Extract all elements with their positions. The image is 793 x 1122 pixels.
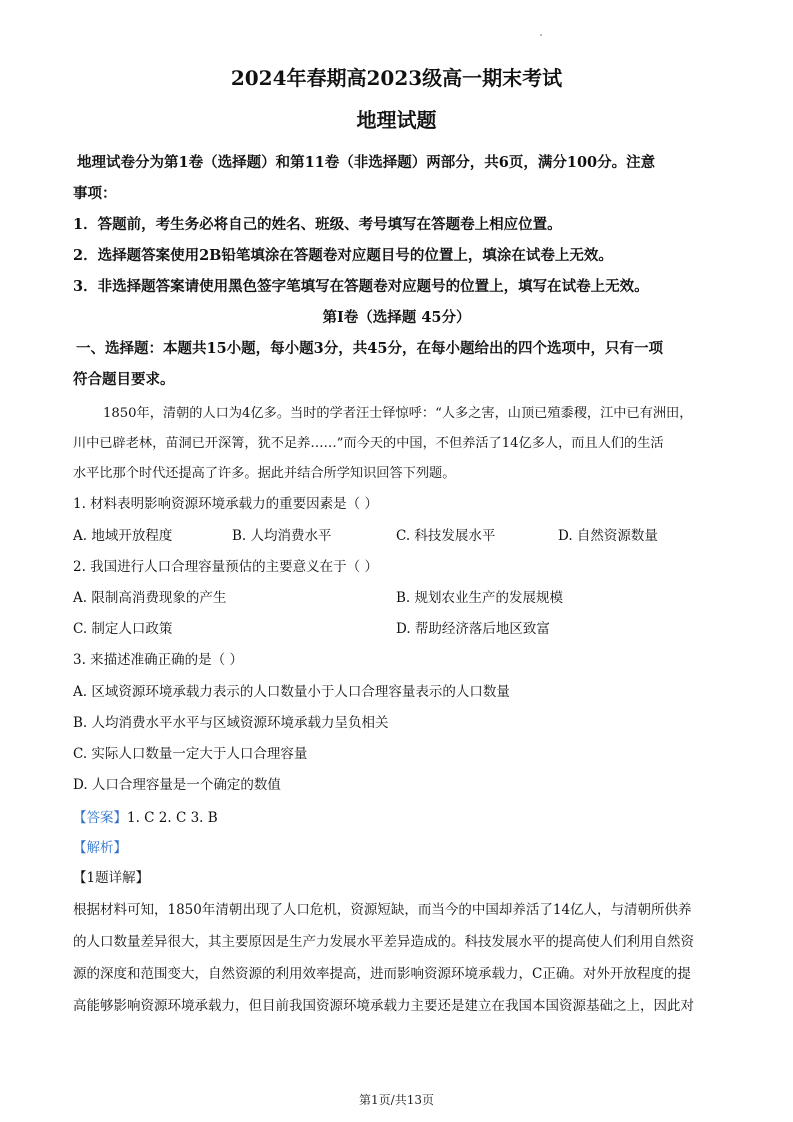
intro-line-1: 地理试卷分为第1卷（选择题）和第11卷（非选择题）两部分，共6页，满分100分。注意 bbox=[77, 154, 656, 171]
analysis-line-4: 高能够影响资源环境承载力，但目前我国资源环境承载力主要还是建立在我国本国资源基础之上，因此对 bbox=[73, 998, 694, 1014]
question-2-stem: 2. 我国进行人口合理容量预估的主要意义在于（ ） bbox=[73, 559, 378, 575]
note-2: 2．选择题答案使用2B铅笔填涂在答题卷对应题目号的位置上，填涂在试卷上无效。 bbox=[73, 247, 613, 264]
material-line-3: 水平比那个时代还提高了许多。据此并结合所学知识回答下列题。 bbox=[73, 466, 456, 481]
question-3-stem: 3. 来描述准确正确的是（ ） bbox=[73, 652, 243, 668]
analysis-line-1: 根据材料可知，1850年清朝出现了人口危机，资源短缺，而当今的中国却养活了14亿人，与清朝所供养 bbox=[73, 902, 692, 918]
analysis-line-2: 的人口数量差异很大，其主要原因是生产力发展水平差异造成的。科技发展水平的提高使人们利用自然资 bbox=[73, 934, 694, 950]
analysis-detail-tag: 【1题详解】 bbox=[73, 870, 150, 886]
analysis-line-3: 源的深度和范围变大，自然资源的利用效率提高，进而影响资源环境承载力，C正确。对外开放程度的提 bbox=[73, 966, 691, 982]
q2-option-a: A. 限制高消费现象的产生 bbox=[73, 590, 227, 606]
q2-option-d: D. 帮助经济落后地区致富 bbox=[396, 621, 550, 637]
q1-option-b: B. 人均消费水平 bbox=[232, 528, 332, 544]
section-heading-line-1: 一、选择题：本题共15小题，每小题3分，共45分，在每小题给出的四个选项中，只有一项 bbox=[76, 340, 663, 357]
answer-tag: 【答案】 bbox=[73, 810, 127, 826]
analysis-tag: 【解析】 bbox=[73, 840, 127, 856]
q3-option-c: C. 实际人口数量一定大于人口合理容量 bbox=[73, 746, 308, 762]
material-line-1: 1850年，清朝的人口为4亿多。当时的学者汪士铎惊呼：“人多之害，山顶已殖黍稷，江中已有洲田， bbox=[103, 406, 693, 421]
subject-title: 地理试题 bbox=[356, 108, 437, 132]
page-number: 第1页/共13页 bbox=[359, 1093, 434, 1107]
q1-option-c: C. 科技发展水平 bbox=[396, 528, 496, 544]
section-heading-line-2: 符合题目要求。 bbox=[73, 371, 175, 388]
answer-line bbox=[73, 806, 218, 826]
q2-option-c: C. 制定人口政策 bbox=[73, 621, 173, 637]
q1-option-a: A. 地域开放程度 bbox=[73, 528, 173, 544]
question-1-stem: 1. 材料表明影响资源环境承载力的重要因素是（ ） bbox=[73, 496, 378, 512]
intro-line-2: 事项： bbox=[73, 185, 117, 202]
note-1: 1．答题前，考生务必将自己的姓名、班级、考号填写在答题卷上相应位置。 bbox=[73, 216, 562, 233]
q1-option-d: D. 自然资源数量 bbox=[558, 528, 658, 544]
q3-option-b: B. 人均消费水平水平与区域资源环境承载力呈负相关 bbox=[73, 715, 389, 731]
q3-option-a: A. 区域资源环境承载力表示的人口数量小于人口合理容量表示的人口数量 bbox=[73, 684, 510, 700]
exam-title: 2024年春期高2023级高一期末考试 bbox=[230, 66, 563, 90]
scan-dot bbox=[540, 34, 542, 36]
q3-option-d: D. 人口合理容量是一个确定的数值 bbox=[73, 777, 281, 793]
material-line-2: 川中已辟老林，苗洞已开深箐，犹不足养……”而今天的中国，不但养活了14亿多人，而且人们的生活 bbox=[73, 436, 664, 451]
section-title: 第I卷（选择题 45分） bbox=[322, 309, 471, 326]
note-3: 3．非选择题答案请使用黑色签字笔填写在答题卷对应题号的位置上，填写在试卷上无效。 bbox=[73, 278, 649, 295]
answer-values: 1. C 2. C 3. B bbox=[127, 810, 218, 826]
q2-option-b: B. 规划农业生产的发展规模 bbox=[396, 590, 564, 606]
